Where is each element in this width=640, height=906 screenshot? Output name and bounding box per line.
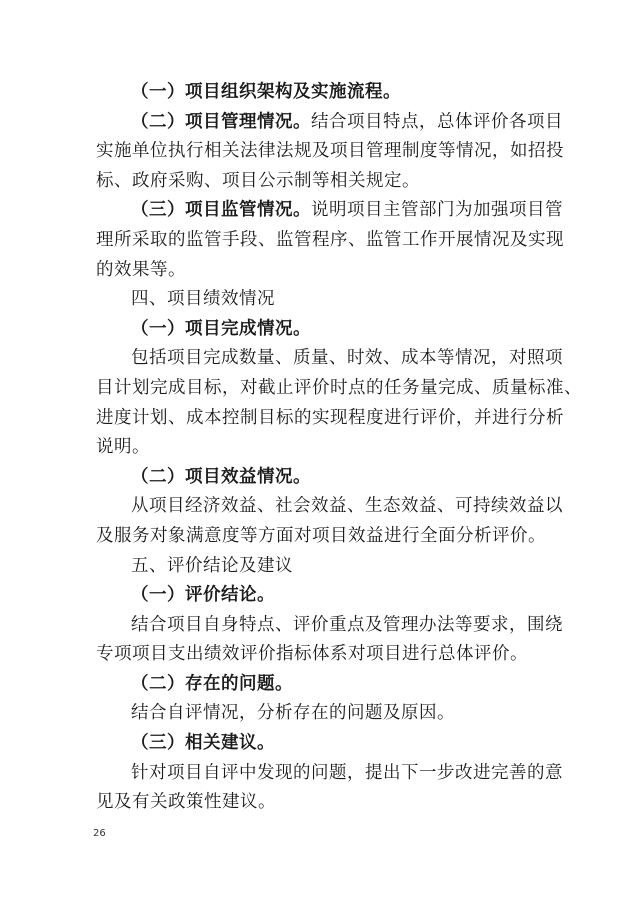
section-heading-performance: 四、项目绩效情况 — [131, 289, 275, 310]
paragraph-benefit-line-1: 从项目经济效益、社会效益、生态效益、可持续效益以 — [131, 496, 563, 517]
subheading-benefit: （二）项目效益情况。 — [131, 466, 311, 487]
paragraph-problems-line-1: 结合自评情况，分析存在的问题及原因。 — [131, 703, 455, 724]
paragraph-conclusion-line-2: 专项项目支出绩效评价指标体系对项目进行总体评价。 — [96, 644, 528, 665]
paragraph-supervision-line-2: 理所采取的监管手段、监管程序、监管工作开展情况及实现 — [96, 229, 564, 250]
paragraph-suggestions-line-2: 见及有关政策性建议。 — [96, 792, 276, 813]
paragraph-supervision-line-1 — [96, 196, 563, 226]
paragraph-management-line-1 — [96, 108, 563, 138]
body-text: 结合项目特点，总体评价各项目 — [311, 111, 563, 132]
subheading-suggestions: （三）相关建议。 — [131, 733, 275, 754]
subheading-problems: （二）存在的问题。 — [131, 673, 293, 694]
subheading-management: （二）项目管理情况。 — [131, 111, 311, 132]
paragraph-suggestions-line-1: 针对项目自评中发现的问题，提出下一步改进完善的意 — [131, 762, 563, 783]
subheading-completion: （一）项目完成情况。 — [131, 318, 311, 339]
paragraph-management-line-3: 标、政府采购、项目公示制等相关规定。 — [96, 170, 420, 191]
document-page — [96, 78, 582, 818]
paragraph-management-line-2: 实施单位执行相关法律法规及项目管理制度等情况，如招投 — [96, 141, 564, 162]
section-heading-conclusion: 五、评价结论及建议 — [131, 555, 293, 576]
subheading-evaluation-conclusion: （一）评价结论。 — [131, 585, 275, 606]
paragraph-benefit-line-2: 及服务对象满意度等方面对项目效益进行全面分析评价。 — [96, 525, 546, 546]
body-text: 说明项目主管部门为加强项目管 — [311, 200, 563, 221]
subheading-organization: （一）项目组织架构及实施流程。 — [131, 82, 401, 102]
paragraph-completion-line-3: 进度计划、成本控制目标的实现程度进行评价，并进行分析 — [96, 407, 564, 428]
page-number: 26 — [93, 828, 106, 839]
paragraph-conclusion-line-1: 结合项目自身特点、评价重点及管理办法等要求，围绕 — [131, 614, 563, 635]
paragraph-completion-line-4: 说明。 — [96, 437, 150, 458]
subheading-supervision: （三）项目监管情况。 — [131, 200, 311, 221]
paragraph-supervision-line-3: 的效果等。 — [96, 259, 186, 280]
paragraph-completion-line-1: 包括项目完成数量、质量、时效、成本等情况，对照项 — [131, 348, 563, 369]
paragraph-completion-line-2: 目计划完成目标，对截止评价时点的任务量完成、质量标准、 — [96, 377, 582, 398]
